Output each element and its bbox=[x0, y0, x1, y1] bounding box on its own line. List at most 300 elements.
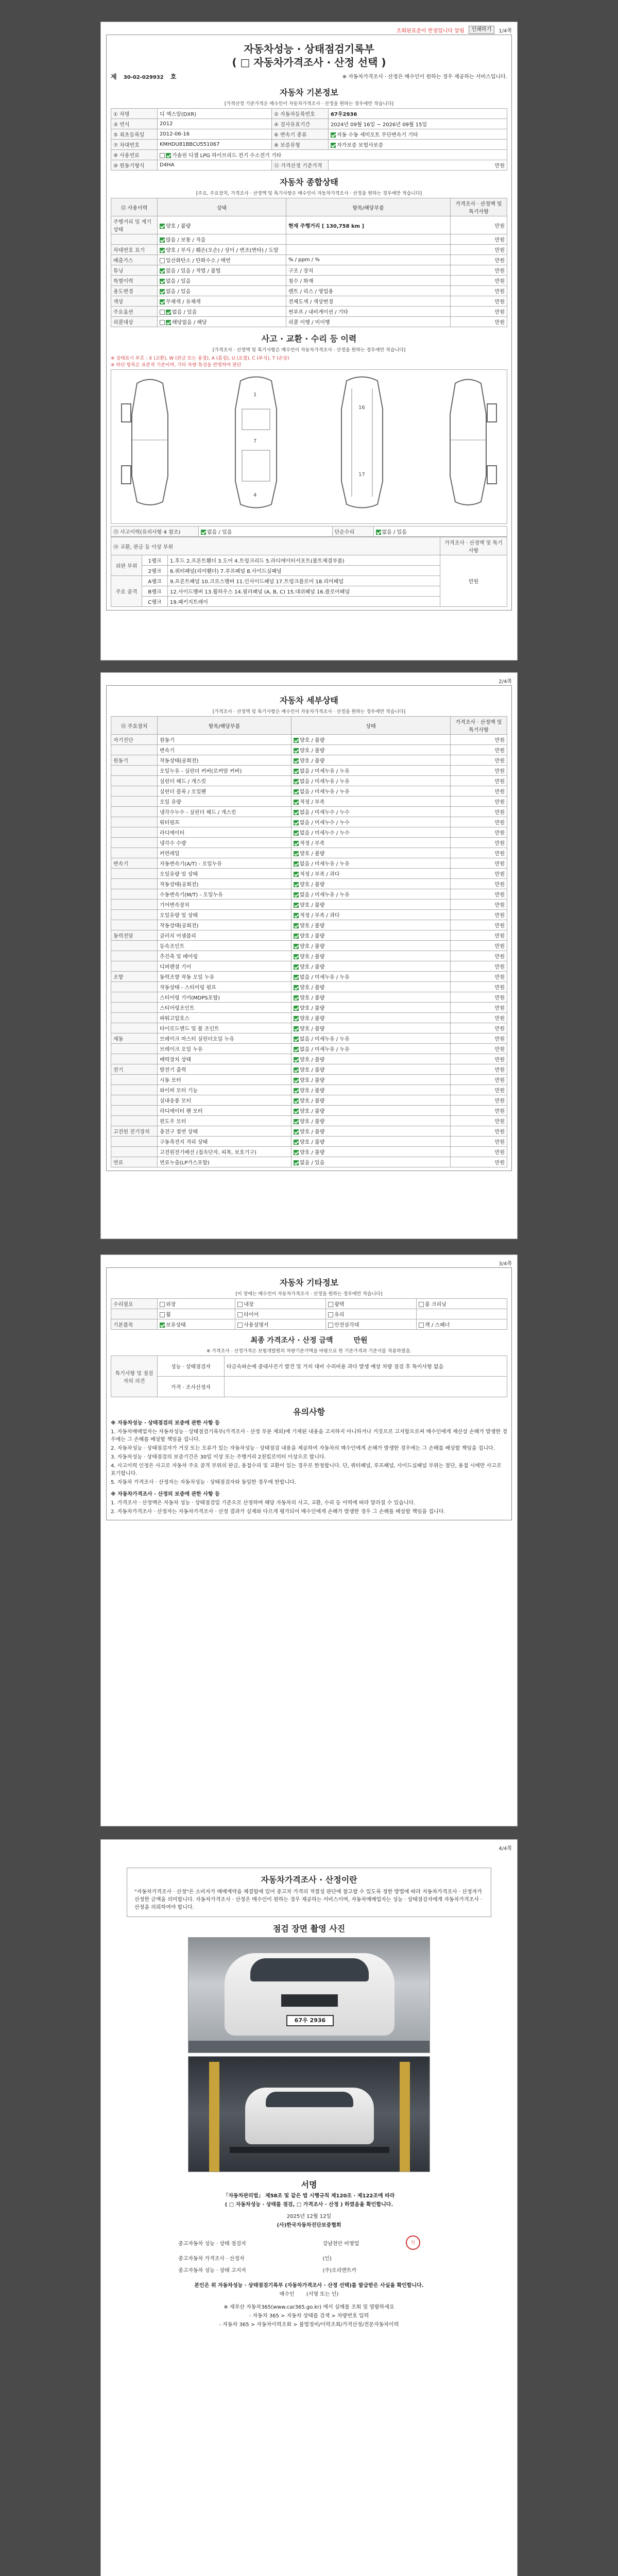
detail-state: 양호 / 불량 bbox=[291, 930, 451, 941]
detail-group bbox=[111, 807, 158, 817]
detail-table bbox=[111, 716, 507, 1167]
caution-heading: 유의사항 bbox=[293, 1407, 325, 1417]
label-fuel: ⑨ 사용연료 bbox=[111, 150, 158, 160]
checkbox-checked bbox=[294, 1078, 299, 1083]
detail-group: 제동 bbox=[111, 1033, 158, 1044]
detail-group bbox=[111, 1023, 158, 1033]
table-row bbox=[111, 889, 507, 900]
table-row: 중고자동차 성능 · 상태 고지자 (주)오리엔트카 bbox=[178, 2268, 357, 2274]
detail-price: 만원 bbox=[451, 1003, 507, 1013]
document-title: 자동차성능 · 상태점검기록부 bbox=[244, 43, 374, 55]
table-row bbox=[111, 827, 507, 838]
detail-group bbox=[111, 1054, 158, 1064]
page-number: 1/4쪽 bbox=[499, 28, 512, 34]
footer-1: ※ 세부산 자동차365(www.car365.go.kr) 에서 실매물 조회 및 열람하세요 bbox=[224, 2304, 394, 2310]
other-table bbox=[111, 1298, 507, 1330]
table-row: 색상 무채색 / 유채색 전체도색 / 색상변경 만원 bbox=[111, 296, 507, 307]
checkbox-checked bbox=[160, 289, 165, 294]
value-first-reg: 2012-06-16 bbox=[158, 129, 272, 140]
detail-state: 적정 / 부족 bbox=[291, 838, 451, 848]
table-row: 용도변경 없음 / 있음 렌트 / 리스 / 영업용 만원 bbox=[111, 286, 507, 296]
detail-state: 없음 / 미세누유 / 누유 bbox=[291, 889, 451, 900]
grille-shape bbox=[281, 1994, 338, 2007]
checkbox-checked bbox=[160, 279, 165, 284]
detail-part: 등속조인트 bbox=[158, 941, 291, 951]
checkbox bbox=[160, 1302, 165, 1307]
detail-price: 만원 bbox=[451, 869, 507, 879]
checkbox bbox=[237, 1302, 243, 1307]
table-row bbox=[111, 745, 507, 755]
col-part: 항목/해당부품 bbox=[158, 717, 291, 735]
photo-heading: 점검 장면 촬영 사진 bbox=[272, 1924, 346, 1934]
basic-info-heading: 자동차 기본정보 bbox=[280, 88, 338, 97]
checkbox-checked bbox=[294, 1047, 299, 1052]
detail-price: 만원 bbox=[451, 1126, 507, 1137]
checkbox-checked bbox=[294, 1150, 299, 1155]
table-row bbox=[111, 879, 507, 889]
checkbox-checked bbox=[294, 738, 299, 743]
table-row bbox=[111, 1095, 507, 1106]
detail-group bbox=[111, 796, 158, 807]
checkbox-checked bbox=[294, 1037, 299, 1042]
detail-price: 만원 bbox=[451, 766, 507, 776]
value-warranty: 자가보증 보험사보증 bbox=[328, 140, 507, 150]
outer-label: 외판 부위 bbox=[111, 555, 142, 576]
detail-price: 만원 bbox=[451, 827, 507, 838]
checkbox-checked bbox=[294, 1088, 299, 1093]
checkbox-checked bbox=[160, 299, 165, 304]
detail-part: 수동변속기(M/T) - 오일누유 bbox=[158, 889, 291, 900]
other-heading: 자동차 기타정보 bbox=[280, 1278, 338, 1287]
detail-group: 자기진단 bbox=[111, 735, 158, 745]
inspection-photo-lift bbox=[188, 2056, 430, 2172]
page-4 bbox=[100, 1839, 518, 2576]
caution-sub1: ※ 자동차성능 · 상태점검의 보증에 관한 사항 등 bbox=[111, 1420, 220, 1426]
accident-heading: 사고 · 교환 · 수리 등 이력 bbox=[261, 334, 357, 344]
detail-group bbox=[111, 920, 158, 930]
col-price: 가격조사 · 산정액 및 특기사항 bbox=[451, 198, 507, 216]
detail-part: 원동기 bbox=[158, 735, 291, 745]
rankA-label: A랭크 bbox=[142, 576, 168, 586]
detail-group bbox=[111, 1013, 158, 1023]
detail-part: 스티어링 기어(MDPS포함) bbox=[158, 992, 291, 1003]
svg-text:7: 7 bbox=[253, 438, 257, 444]
detail-state: 양호 / 불량 bbox=[291, 1075, 451, 1085]
table-row bbox=[111, 807, 507, 817]
table-row bbox=[111, 930, 507, 941]
detail-state: 없음 / 미세누유 / 누유 bbox=[291, 1044, 451, 1054]
table-row bbox=[111, 1157, 507, 1167]
table-row bbox=[111, 961, 507, 972]
page-toolbar bbox=[106, 676, 512, 685]
svg-text:4: 4 bbox=[253, 493, 257, 498]
rank2-label: 2랭크 bbox=[142, 566, 168, 576]
checkbox-checked bbox=[294, 841, 299, 846]
detail-group: 동력전달 bbox=[111, 930, 158, 941]
license-plate: 67우 2936 bbox=[286, 2015, 334, 2026]
col-item: 항목/해당부품 bbox=[286, 198, 451, 216]
detail-part: 실린더 블록 / 오일팬 bbox=[158, 786, 291, 796]
detail-part: 클러치 어셈블리 bbox=[158, 930, 291, 941]
detail-state: 양호 / 불량 bbox=[291, 1013, 451, 1023]
detail-part: 스티어링조인트 bbox=[158, 1003, 291, 1013]
basic-info-table bbox=[111, 108, 507, 171]
main-frame-label: 주요 골격 bbox=[111, 576, 142, 607]
detail-group bbox=[111, 1003, 158, 1013]
page-number: 2/4쪽 bbox=[499, 679, 512, 685]
floor-shape bbox=[188, 2041, 430, 2053]
table-row bbox=[111, 920, 507, 930]
detail-group bbox=[111, 951, 158, 961]
value-transmission: 자동 수동 세미오토 무단변속기 기타 bbox=[328, 129, 507, 140]
detail-part: 브레이크 마스터 실린더오일 누유 bbox=[158, 1033, 291, 1044]
value-vin: KMHDU81BBCU551067 bbox=[158, 140, 272, 150]
detail-state: 양호 / 불량 bbox=[291, 1095, 451, 1106]
basic-info-note: [가격산정 기준가격은 매수인이 자동차가격조사 · 산정을 원하는 경우에만 적습니다] bbox=[224, 101, 394, 107]
svg-text:16: 16 bbox=[358, 405, 365, 411]
table-row bbox=[111, 1106, 507, 1116]
seal-stamp: 인 bbox=[406, 2235, 420, 2250]
document-subtitle: ( □ 자동차가격조사 · 산정 선택 ) bbox=[232, 56, 386, 69]
detail-price: 만원 bbox=[451, 930, 507, 941]
table-row bbox=[111, 1044, 507, 1054]
windshield-shape bbox=[250, 1958, 369, 1981]
table-row bbox=[111, 941, 507, 951]
caution-p2: 2. 자동차성능 · 상태점검자가 거짓 또는 오류가 있는 자동차성능 · 상태점검 내용을 제공하여 자동차의 매수인에게 손해가 발생한 경우에는 그 손해를 배상할 책임을 집니다. bbox=[111, 1446, 495, 1451]
rear-window-shape bbox=[266, 2092, 353, 2107]
checkbox-checked bbox=[294, 1026, 299, 1031]
detail-price: 만원 bbox=[451, 992, 507, 1003]
checkbox-checked bbox=[160, 248, 165, 253]
detail-state: 양호 / 불량 bbox=[291, 941, 451, 951]
detail-part: 변속기 bbox=[158, 745, 291, 755]
lift-post-right bbox=[400, 2062, 410, 2172]
car-top-diagram bbox=[222, 373, 289, 512]
detail-price: 만원 bbox=[451, 858, 507, 869]
label-first-reg: ⑤ 최초등록일 bbox=[111, 129, 158, 140]
detail-state: 양호 / 불량 bbox=[291, 1023, 451, 1033]
other-note: [이 장에는 매수인이 자동차가격조사 · 산정을 원하는 경우에만 적습니다] bbox=[235, 1292, 383, 1297]
detail-part: 와이퍼 모터 기능 bbox=[158, 1085, 291, 1095]
detail-state: 양호 / 불량 bbox=[291, 735, 451, 745]
detail-group bbox=[111, 982, 158, 992]
table-row bbox=[111, 848, 507, 858]
label-car-name: ① 차명 bbox=[111, 109, 158, 119]
detail-state: 양호 / 불량 bbox=[291, 951, 451, 961]
col-usage: ⑫ 사용이력 bbox=[111, 198, 158, 216]
checkbox-checked bbox=[160, 1323, 165, 1328]
table-row: 중고자동차 성능 · 상태 점검자 강남천안 비영업 인 bbox=[175, 2233, 443, 2252]
detail-part: 연료누출(LP가스포함) bbox=[158, 1157, 291, 1167]
caution-sub2: ※ 자동차가격조사 · 산정의 보증에 관한 사항 등 bbox=[111, 1492, 220, 1497]
detail-part: 디퍼렌셜 기어 bbox=[158, 961, 291, 972]
signature-table bbox=[175, 2233, 443, 2276]
checkbox bbox=[237, 1323, 243, 1328]
checkbox-checked bbox=[331, 132, 336, 138]
detail-part: 실내송풍 모터 bbox=[158, 1095, 291, 1106]
table-row bbox=[111, 1126, 507, 1137]
checkbox-checked bbox=[294, 831, 299, 836]
table-row bbox=[111, 838, 507, 848]
checkbox-checked bbox=[201, 530, 206, 535]
checkbox bbox=[237, 1312, 243, 1317]
page-number: 3/4쪽 bbox=[499, 1261, 512, 1267]
detail-state: 양호 / 불량 bbox=[291, 848, 451, 858]
detail-part: 오일누유 - 실린더 커버(로커암 커버) bbox=[158, 766, 291, 776]
checkbox-checked bbox=[294, 1016, 299, 1021]
banner-title: 자동차가격조사 · 산정이란 bbox=[261, 1875, 357, 1885]
checkbox bbox=[160, 1312, 165, 1317]
checkbox-checked bbox=[294, 944, 299, 949]
checkbox-checked bbox=[294, 923, 299, 928]
checkbox-checked bbox=[294, 882, 299, 887]
detail-note: [가격조사 · 산정액 및 특기사항은 매수인이 자동차가격조사 · 산정을 원하는 경우에만 적습니다] bbox=[212, 709, 406, 715]
final-price-row bbox=[111, 1335, 507, 1345]
checkbox-checked bbox=[166, 153, 171, 158]
detail-group: 변속기 bbox=[111, 858, 158, 869]
detail-price: 만원 bbox=[451, 796, 507, 807]
detail-group bbox=[111, 838, 158, 848]
parts-price: 만원 bbox=[440, 555, 507, 607]
label-base-price: ⑪ 가격산정 기준가격 bbox=[271, 160, 328, 171]
inspection-photo-front bbox=[188, 1937, 430, 2053]
table-row bbox=[111, 1054, 507, 1064]
col-state: 상태 bbox=[291, 717, 451, 735]
detail-group bbox=[111, 786, 158, 796]
detail-part: 파워고압호스 bbox=[158, 1013, 291, 1023]
checkbox-checked bbox=[294, 1160, 299, 1165]
simple-repair-label: 단순수리 bbox=[332, 527, 373, 537]
detail-part: 커먼레일 bbox=[158, 848, 291, 858]
page-3 bbox=[100, 1255, 518, 1826]
summary-note: [주요, 주요장치, 가격조사 · 산정액 및 특기사항은 매수인이 자동차가격조사 · 산정을 원하는 경우에만 적습니다] bbox=[196, 191, 422, 196]
table-row bbox=[111, 766, 507, 776]
detail-frame bbox=[106, 685, 512, 1171]
detail-group bbox=[111, 941, 158, 951]
detail-state: 없음 / 미세누수 / 누수 bbox=[291, 807, 451, 817]
table-row bbox=[111, 951, 507, 961]
value-year: 2012 bbox=[158, 119, 272, 129]
detail-part: 윈도우 모터 bbox=[158, 1116, 291, 1126]
detail-part: 자동변속기(A/T) - 오일누유 bbox=[158, 858, 291, 869]
detail-state: 양호 / 불량 bbox=[291, 900, 451, 910]
label-transmission: ⑥ 변속기 종류 bbox=[271, 129, 328, 140]
special-label: 특기사항 및 점검자의 의견 bbox=[111, 1356, 158, 1397]
detail-price: 만원 bbox=[451, 1044, 507, 1054]
detail-state: 양호 / 불량 bbox=[291, 745, 451, 755]
footer-2: - 자동차 365 > 자동차 상태를 검색 > 차량번호 입력 bbox=[249, 2313, 369, 2319]
accident-note: [가격조사 · 산정액 및 특기사항은 매수인이 자동차가격조사 · 산정을 원하는 경우에만 적습니다] bbox=[212, 348, 406, 353]
detail-group bbox=[111, 910, 158, 920]
detail-state: 양호 / 불량 bbox=[291, 982, 451, 992]
detail-group: 전기 bbox=[111, 1064, 158, 1075]
detail-price: 만원 bbox=[451, 1137, 507, 1147]
car-side-left-diagram bbox=[116, 373, 183, 512]
table-row: 리콜대상 해당없음 / 해당 리콜 이행 / 미이행 만원 bbox=[111, 317, 507, 327]
detail-group: 원동기 bbox=[111, 755, 158, 766]
detail-part: 시동 모터 bbox=[158, 1075, 291, 1085]
rankA-items: 9.프론트패널 10.크로스멤버 11.인사이드패널 17.트렁크플로어 18.리어패널 bbox=[168, 576, 440, 586]
sign-organization: (사)한국자동차진단보증협회 bbox=[277, 2223, 341, 2228]
table-row bbox=[111, 796, 507, 807]
detail-part: 냉각수누수 - 실린더 헤드 / 개스킷 bbox=[158, 807, 291, 817]
table-row bbox=[111, 1064, 507, 1075]
accident-legend: ※ 상태표시 부호 : X (교환), W (판금 또는 용접), A (흠집), U (요철), C (부식), T (손상) bbox=[111, 356, 289, 361]
table-row bbox=[111, 1003, 507, 1013]
table-row bbox=[111, 735, 507, 745]
value-plate: 67우2936 bbox=[328, 109, 507, 119]
rank1-items: 1.후드 2.프론트휀더 3.도어 4.트렁크리드 5.라디에이터서포트(볼트체결부품) bbox=[168, 555, 440, 566]
detail-group bbox=[111, 766, 158, 776]
checkbox-checked bbox=[160, 268, 165, 274]
table-row bbox=[111, 1013, 507, 1023]
checkbox-checked bbox=[294, 820, 299, 825]
car-side-right-diagram bbox=[435, 373, 502, 512]
summary-heading: 자동차 종합상태 bbox=[280, 177, 338, 187]
special-row2-value bbox=[225, 1377, 507, 1397]
detail-part: 작동상태(공회전) bbox=[158, 879, 291, 889]
checkbox-checked bbox=[294, 810, 299, 815]
special-table bbox=[111, 1355, 507, 1397]
page-1 bbox=[100, 22, 518, 660]
detail-price: 만원 bbox=[451, 1106, 507, 1116]
detail-part: 동력조향 작동 오일 누유 bbox=[158, 972, 291, 982]
table-row: 많음 / 보통 / 적음 만원 bbox=[111, 234, 507, 245]
confirm-line: 본인은 위 자동차성능 · 상태점검기록부 (자동차가격조사 · 산정 선택)를 발급받은 사실을 확인합니다. bbox=[194, 2283, 424, 2289]
detail-part: 오일유량 및 상태 bbox=[158, 910, 291, 920]
rankC-label: C랭크 bbox=[142, 597, 168, 607]
caution-p4: 4. 사고이력 인정은 사고로 자동차 주요 골격 부위의 판금, 용접수리 및 교환이 있는 경우로 한정합니다. 단, 쿼터패널, 루프패널, 사이드실패널 부위는 절단, 용접 시에만 사고로 표기합니다. bbox=[111, 1463, 502, 1477]
label-inspection-period: ④ 검사유효기간 bbox=[271, 119, 328, 129]
rank1-label: 1랭크 bbox=[142, 555, 168, 566]
car-underbody-diagram bbox=[329, 373, 396, 512]
banner-text: "자동차가격조사 · 산정"은 소비자가 매매계약을 체결함에 있어 중고차 가격의 적절성 판단에 참고할 수 있도록 정한 방법에 따라 자동차가격조사 · 산정자가 산정한 금액을 의미합니다. 자동차가격조사 · 산정은 매수인이 원하는 경우 제공하는 서비스이며, 자동차매매업자는 성능 · 상태점검자에게 자동차가격조사 · 산정을 의뢰하여야 합니다. bbox=[134, 1889, 483, 1910]
page-toolbar bbox=[106, 1843, 512, 1852]
detail-state: 적정 / 부족 / 과다 bbox=[291, 910, 451, 920]
checkbox-checked bbox=[294, 851, 299, 856]
table-row bbox=[111, 910, 507, 920]
detail-price: 만원 bbox=[451, 838, 507, 848]
table-row bbox=[111, 900, 507, 910]
detail-price: 만원 bbox=[451, 1023, 507, 1033]
checkbox-checked bbox=[166, 310, 171, 315]
checkbox-checked bbox=[294, 975, 299, 980]
parts-heading: ⑭ 교환, 판금 등 이상 부위 bbox=[111, 537, 440, 555]
accident-table: ⑬ 사고이력(유의사항 4 참조) 없음 / 있음 단순수리 없음 / 있음 bbox=[111, 526, 507, 537]
rankB-label: B랭크 bbox=[142, 586, 168, 597]
detail-price: 만원 bbox=[451, 941, 507, 951]
caution-p3: 3. 자동차성능 · 상태점검의 보증기간은 30일 이상 또는 주행거리 2천킬로미터 이상으로 합니다. bbox=[111, 1454, 326, 1460]
checkbox-checked bbox=[294, 1067, 299, 1073]
detail-price: 만원 bbox=[451, 1157, 507, 1167]
table-row bbox=[111, 786, 507, 796]
detail-state: 양호 / 불량 bbox=[291, 920, 451, 930]
detail-part: 라디에이터 bbox=[158, 827, 291, 838]
value-engine-type: D4HA bbox=[158, 160, 272, 171]
document-number: 30-02-029932 bbox=[123, 75, 164, 80]
detail-state: 양호 / 불량 bbox=[291, 1085, 451, 1095]
detail-price: 만원 bbox=[451, 1054, 507, 1064]
detail-part: 브레이크 오일 누유 bbox=[158, 1044, 291, 1054]
detail-group bbox=[111, 817, 158, 827]
table-row bbox=[111, 776, 507, 786]
final-price-heading: 최종 가격조사 · 산정 금액 bbox=[250, 1336, 333, 1345]
sign-date: 2025년 12월 12일 bbox=[286, 2214, 332, 2219]
other-frame bbox=[106, 1267, 512, 1520]
detail-part: 실린더 헤드 / 개스킷 bbox=[158, 776, 291, 786]
table-row bbox=[111, 1075, 507, 1085]
detail-state: 없음 / 미세누유 / 누유 bbox=[291, 786, 451, 796]
rankC-items: 19.패키지트레이 bbox=[168, 597, 440, 607]
table-row bbox=[111, 982, 507, 992]
label-engine-type: ⑩ 원동기형식 bbox=[111, 160, 158, 171]
print-button[interactable]: 인쇄하기 bbox=[469, 26, 495, 34]
checkbox-checked bbox=[376, 530, 381, 535]
checkbox-checked bbox=[294, 903, 299, 908]
checkbox bbox=[160, 258, 165, 263]
detail-group bbox=[111, 1116, 158, 1126]
detail-group bbox=[111, 776, 158, 786]
checkbox-checked bbox=[294, 995, 299, 1001]
checkbox-checked bbox=[294, 1109, 299, 1114]
accident-history-label: ⑬ 사고이력(유의사항 4 참조) bbox=[111, 527, 199, 537]
footer-3: - 자동차 365 > 자동차이력조회 > 불법정비/이력조회/가격산정/전문자동차이력 bbox=[219, 2322, 399, 2328]
detail-state: 없음 / 미세누유 / 누유 bbox=[291, 1033, 451, 1044]
detail-group: 연료 bbox=[111, 1157, 158, 1167]
value-car-name: 디 엑스알(DXR) bbox=[158, 109, 272, 119]
detail-price: 만원 bbox=[451, 879, 507, 889]
table-row bbox=[111, 755, 507, 766]
detail-state: 적정 / 부족 / 과다 bbox=[291, 869, 451, 879]
detail-state: 양호 / 불량 bbox=[291, 1054, 451, 1064]
detail-group bbox=[111, 827, 158, 838]
detail-price: 만원 bbox=[451, 1075, 507, 1085]
detail-price: 만원 bbox=[451, 889, 507, 900]
detail-price: 만원 bbox=[451, 982, 507, 992]
col-state: 상태 bbox=[158, 198, 286, 216]
checkbox bbox=[160, 310, 165, 315]
detail-group: 고전원 전기장치 bbox=[111, 1126, 158, 1137]
detail-price: 만원 bbox=[451, 961, 507, 972]
table-row bbox=[111, 1023, 507, 1033]
detail-group bbox=[111, 961, 158, 972]
sign-text-2: ( □ 자동차성능 · 상태를 점검, □ 가격조사 · 산정 ) 하였음을 확인합니다. bbox=[225, 2202, 393, 2208]
detail-price: 만원 bbox=[451, 1033, 507, 1044]
checkbox bbox=[328, 1302, 333, 1307]
checkbox bbox=[160, 320, 165, 325]
special-row2-label: 가격 · 조사산정자 bbox=[158, 1377, 225, 1397]
detail-group bbox=[111, 1075, 158, 1085]
detail-group bbox=[111, 900, 158, 910]
sign-text-1: 「자동차관리법」 제58조 및 같은 법 시행규칙 제120조 · 제122조에 따라 bbox=[223, 2193, 395, 2199]
detail-part: 타이로드엔드 및 볼 조인트 bbox=[158, 1023, 291, 1033]
table-row bbox=[111, 1033, 507, 1044]
no-suffix: 호 bbox=[170, 73, 177, 80]
detail-state: 없음 / 미세누유 / 누유 bbox=[291, 766, 451, 776]
checkbox-checked bbox=[294, 779, 299, 784]
accident-legend-2: ※ 하단 항목은 표준적 기준이며, 기타 차량 특성을 반영하여 판단 bbox=[111, 363, 242, 368]
detail-group bbox=[111, 848, 158, 858]
table-row: 휠 타이어 유리 bbox=[111, 1309, 507, 1319]
detail-price: 만원 bbox=[451, 807, 507, 817]
detail-price: 만원 bbox=[451, 910, 507, 920]
detail-price: 만원 bbox=[451, 900, 507, 910]
table-row: 특별이력 없음 / 있음 침수 / 화재 만원 bbox=[111, 276, 507, 286]
checkbox-checked bbox=[294, 800, 299, 805]
table-row: 기본품목 보유상태 사용설명서 안전삼각대 잭 / 스패너 bbox=[111, 1319, 507, 1330]
detail-price: 만원 bbox=[451, 972, 507, 982]
detail-price: 만원 bbox=[451, 1064, 507, 1075]
